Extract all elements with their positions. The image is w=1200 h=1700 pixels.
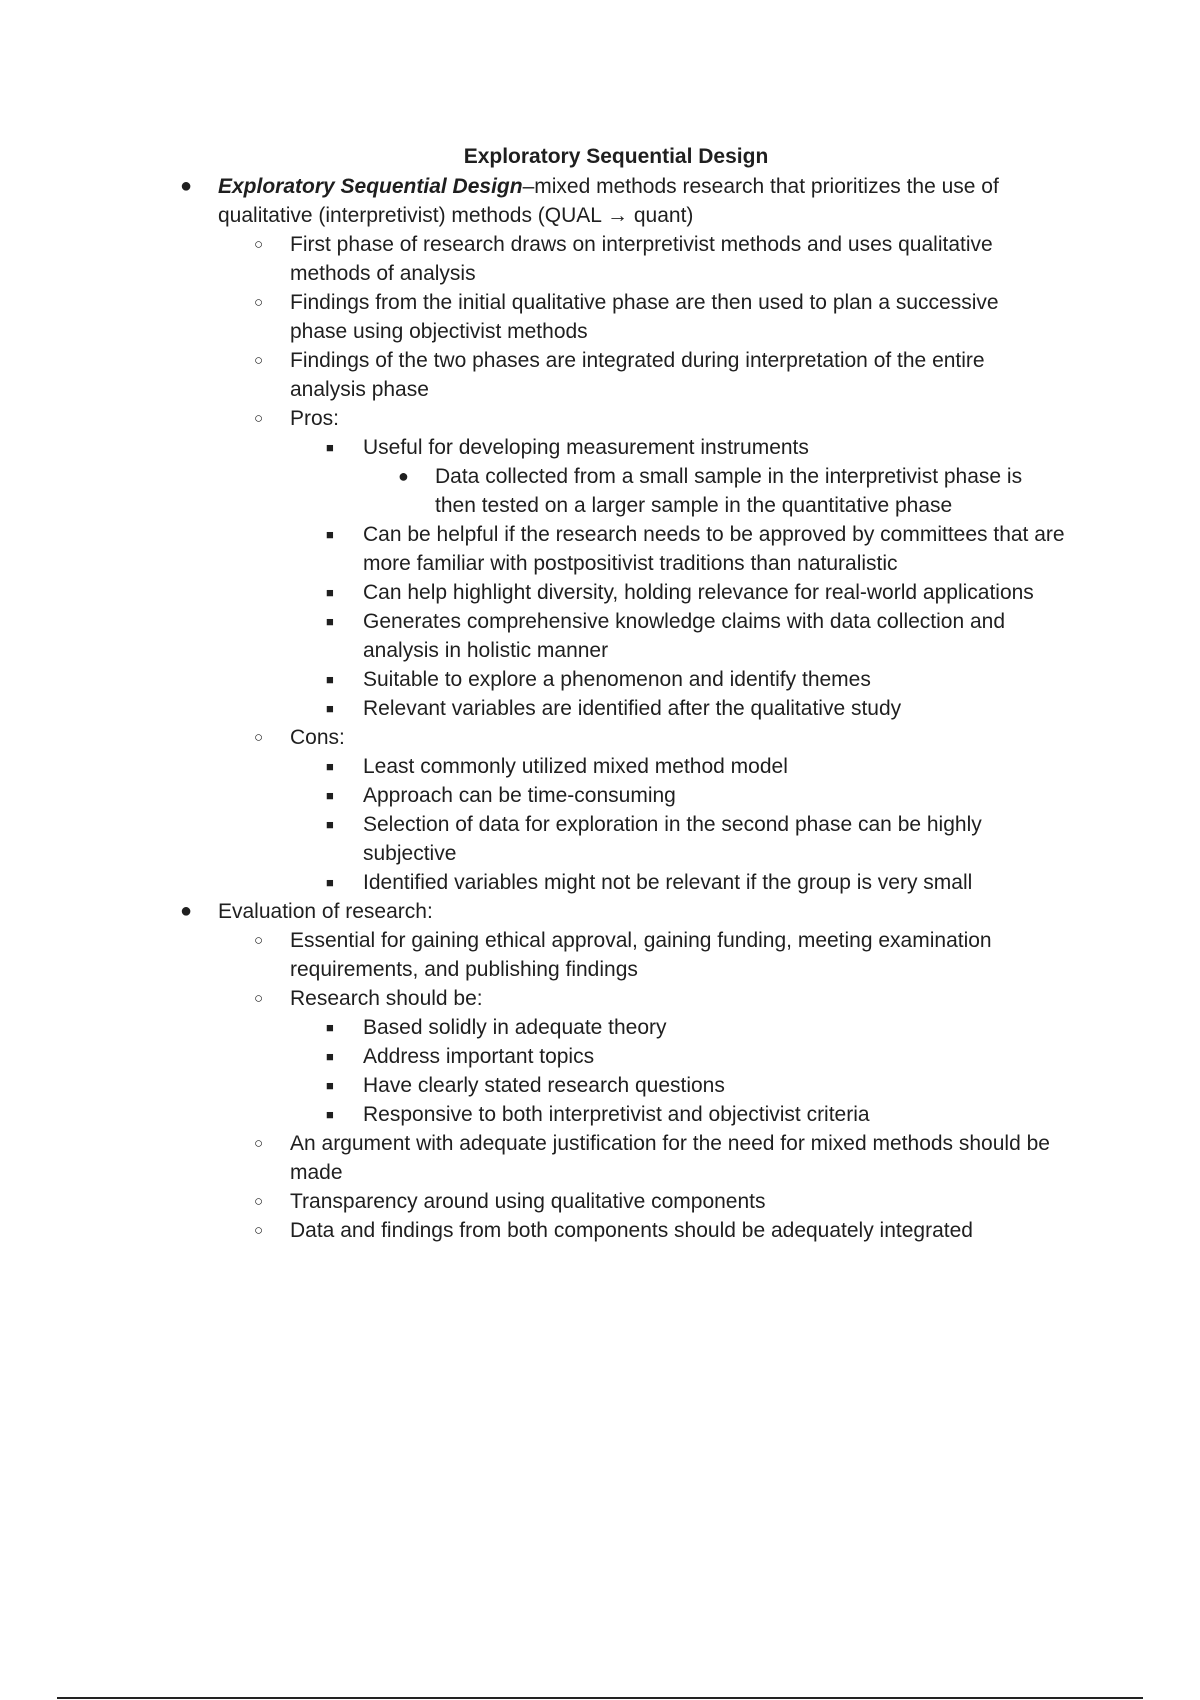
list-item-text: An argument with adequate justification for the need for mixed methods should be made <box>290 1132 1050 1184</box>
square-bullet-icon: ■ <box>326 701 334 716</box>
hollow-bullet-icon: ○ <box>254 932 264 949</box>
square-bullet-icon: ■ <box>326 817 334 832</box>
list-item <box>0 1071 1073 1100</box>
hollow-bullet-icon: ○ <box>254 990 264 1007</box>
bullet-icon: ● <box>398 466 409 486</box>
list-item-text: Can be helpful if the research needs to be approved by committees that are more familiar with postpositivist traditions than naturalistic <box>363 523 1065 575</box>
square-bullet-icon: ■ <box>326 1020 334 1035</box>
list-item <box>0 1187 1060 1216</box>
list-item-text: Can help highlight diversity, holding relevance for real-world applications <box>363 581 1034 604</box>
page-title: Exploratory Sequential Design <box>463 145 769 168</box>
list-item <box>0 346 1060 404</box>
list-item-text: Selection of data for exploration in the second phase can be highly subjective <box>363 813 982 865</box>
cons-heading <box>0 723 1060 752</box>
list-item-text: First phase of research draws on interpretivist methods and uses qualitative methods of analysis <box>290 233 993 285</box>
list-item-text: Findings from the initial qualitative phase are then used to plan a successive phase using objectivist methods <box>290 291 999 343</box>
list-item <box>0 288 1060 346</box>
list-item <box>0 1216 1060 1245</box>
hollow-bullet-icon: ○ <box>254 410 264 427</box>
square-bullet-icon: ■ <box>326 1078 334 1093</box>
list-item-text: Essential for gaining ethical approval, gaining funding, meeting examination requirements, and publishing findings <box>290 929 992 981</box>
hollow-bullet-icon: ○ <box>254 1222 264 1239</box>
list-item <box>0 230 1060 288</box>
list-item-text: Address important topics <box>363 1045 595 1068</box>
list-item <box>0 694 1073 723</box>
list-item <box>0 752 1073 781</box>
square-bullet-icon: ■ <box>326 527 334 542</box>
square-bullet-icon: ■ <box>326 759 334 774</box>
bullet-icon: ● <box>180 175 193 197</box>
bullet-icon: ● <box>180 900 193 922</box>
square-bullet-icon: ■ <box>326 1049 334 1064</box>
list-item <box>0 926 1060 984</box>
square-bullet-icon: ■ <box>326 788 334 803</box>
list-item <box>0 462 1065 520</box>
hollow-bullet-icon: ○ <box>254 294 264 311</box>
outline-list <box>0 172 1200 1245</box>
list-item <box>0 868 1073 897</box>
list-item-text: Useful for developing measurement instruments <box>363 436 809 459</box>
list-item-text: Transparency around using qualitative components <box>290 1190 766 1213</box>
list-item-text: Data collected from a small sample in the interpretivist phase is then tested on a larger sample in the quantitative phase <box>435 465 1023 517</box>
criteria-heading <box>0 984 1060 1013</box>
square-bullet-icon: ■ <box>326 614 334 629</box>
pros-heading <box>0 404 1060 433</box>
list-item-text: Have clearly stated research questions <box>363 1074 725 1097</box>
definition-body: –mixed methods research that prioritizes the use of qualitative (interpretivist) methods (QUAL → quant) <box>218 175 999 227</box>
list-item-text: Data and findings from both components should be adequately integrated <box>290 1219 973 1242</box>
list-item-text: Findings of the two phases are integrated during interpretation of the entire analysis phase <box>290 349 985 401</box>
footer-divider <box>57 1697 1143 1699</box>
list-item <box>0 1042 1073 1071</box>
defined-term: Exploratory Sequential Design <box>218 175 523 198</box>
list-item-text: Based solidly in adequate theory <box>363 1016 667 1039</box>
list-item-text: Pros: <box>290 407 340 430</box>
hollow-bullet-icon: ○ <box>254 1193 264 1210</box>
list-item <box>0 520 1073 578</box>
list-item <box>0 781 1073 810</box>
hollow-bullet-icon: ○ <box>254 729 264 746</box>
square-bullet-icon: ■ <box>326 1107 334 1122</box>
list-item <box>0 1100 1073 1129</box>
list-item-text: Responsive to both interpretivist and objectivist criteria <box>363 1103 870 1126</box>
definition-text <box>218 172 1058 230</box>
hollow-bullet-icon: ○ <box>254 236 264 253</box>
square-bullet-icon: ■ <box>326 440 334 455</box>
list-item <box>0 433 1073 462</box>
section-heading: Evaluation of research: <box>218 900 433 923</box>
list-item <box>0 897 1058 926</box>
list-item <box>0 172 1058 230</box>
hollow-bullet-icon: ○ <box>254 1135 264 1152</box>
list-item-text: Suitable to explore a phenomenon and identify themes <box>363 668 871 691</box>
hollow-bullet-icon: ○ <box>254 352 264 369</box>
list-item-text: Research should be: <box>290 987 483 1010</box>
list-item-text: Identified variables might not be relevant if the group is very small <box>363 871 973 894</box>
list-item <box>0 665 1073 694</box>
square-bullet-icon: ■ <box>326 875 334 890</box>
square-bullet-icon: ■ <box>326 585 334 600</box>
list-item-text: Relevant variables are identified after the qualitative study <box>363 697 902 720</box>
list-item <box>0 607 1073 665</box>
list-item <box>0 578 1073 607</box>
list-item <box>0 1129 1060 1187</box>
square-bullet-icon: ■ <box>326 672 334 687</box>
list-item-text: Least commonly utilized mixed method model <box>363 755 788 778</box>
list-item-text: Cons: <box>290 726 345 749</box>
list-item-text: Generates comprehensive knowledge claims with data collection and analysis in holistic manner <box>363 610 1006 662</box>
list-item <box>0 810 1073 868</box>
list-item <box>0 1013 1073 1042</box>
list-item-text: Approach can be time-consuming <box>363 784 676 807</box>
